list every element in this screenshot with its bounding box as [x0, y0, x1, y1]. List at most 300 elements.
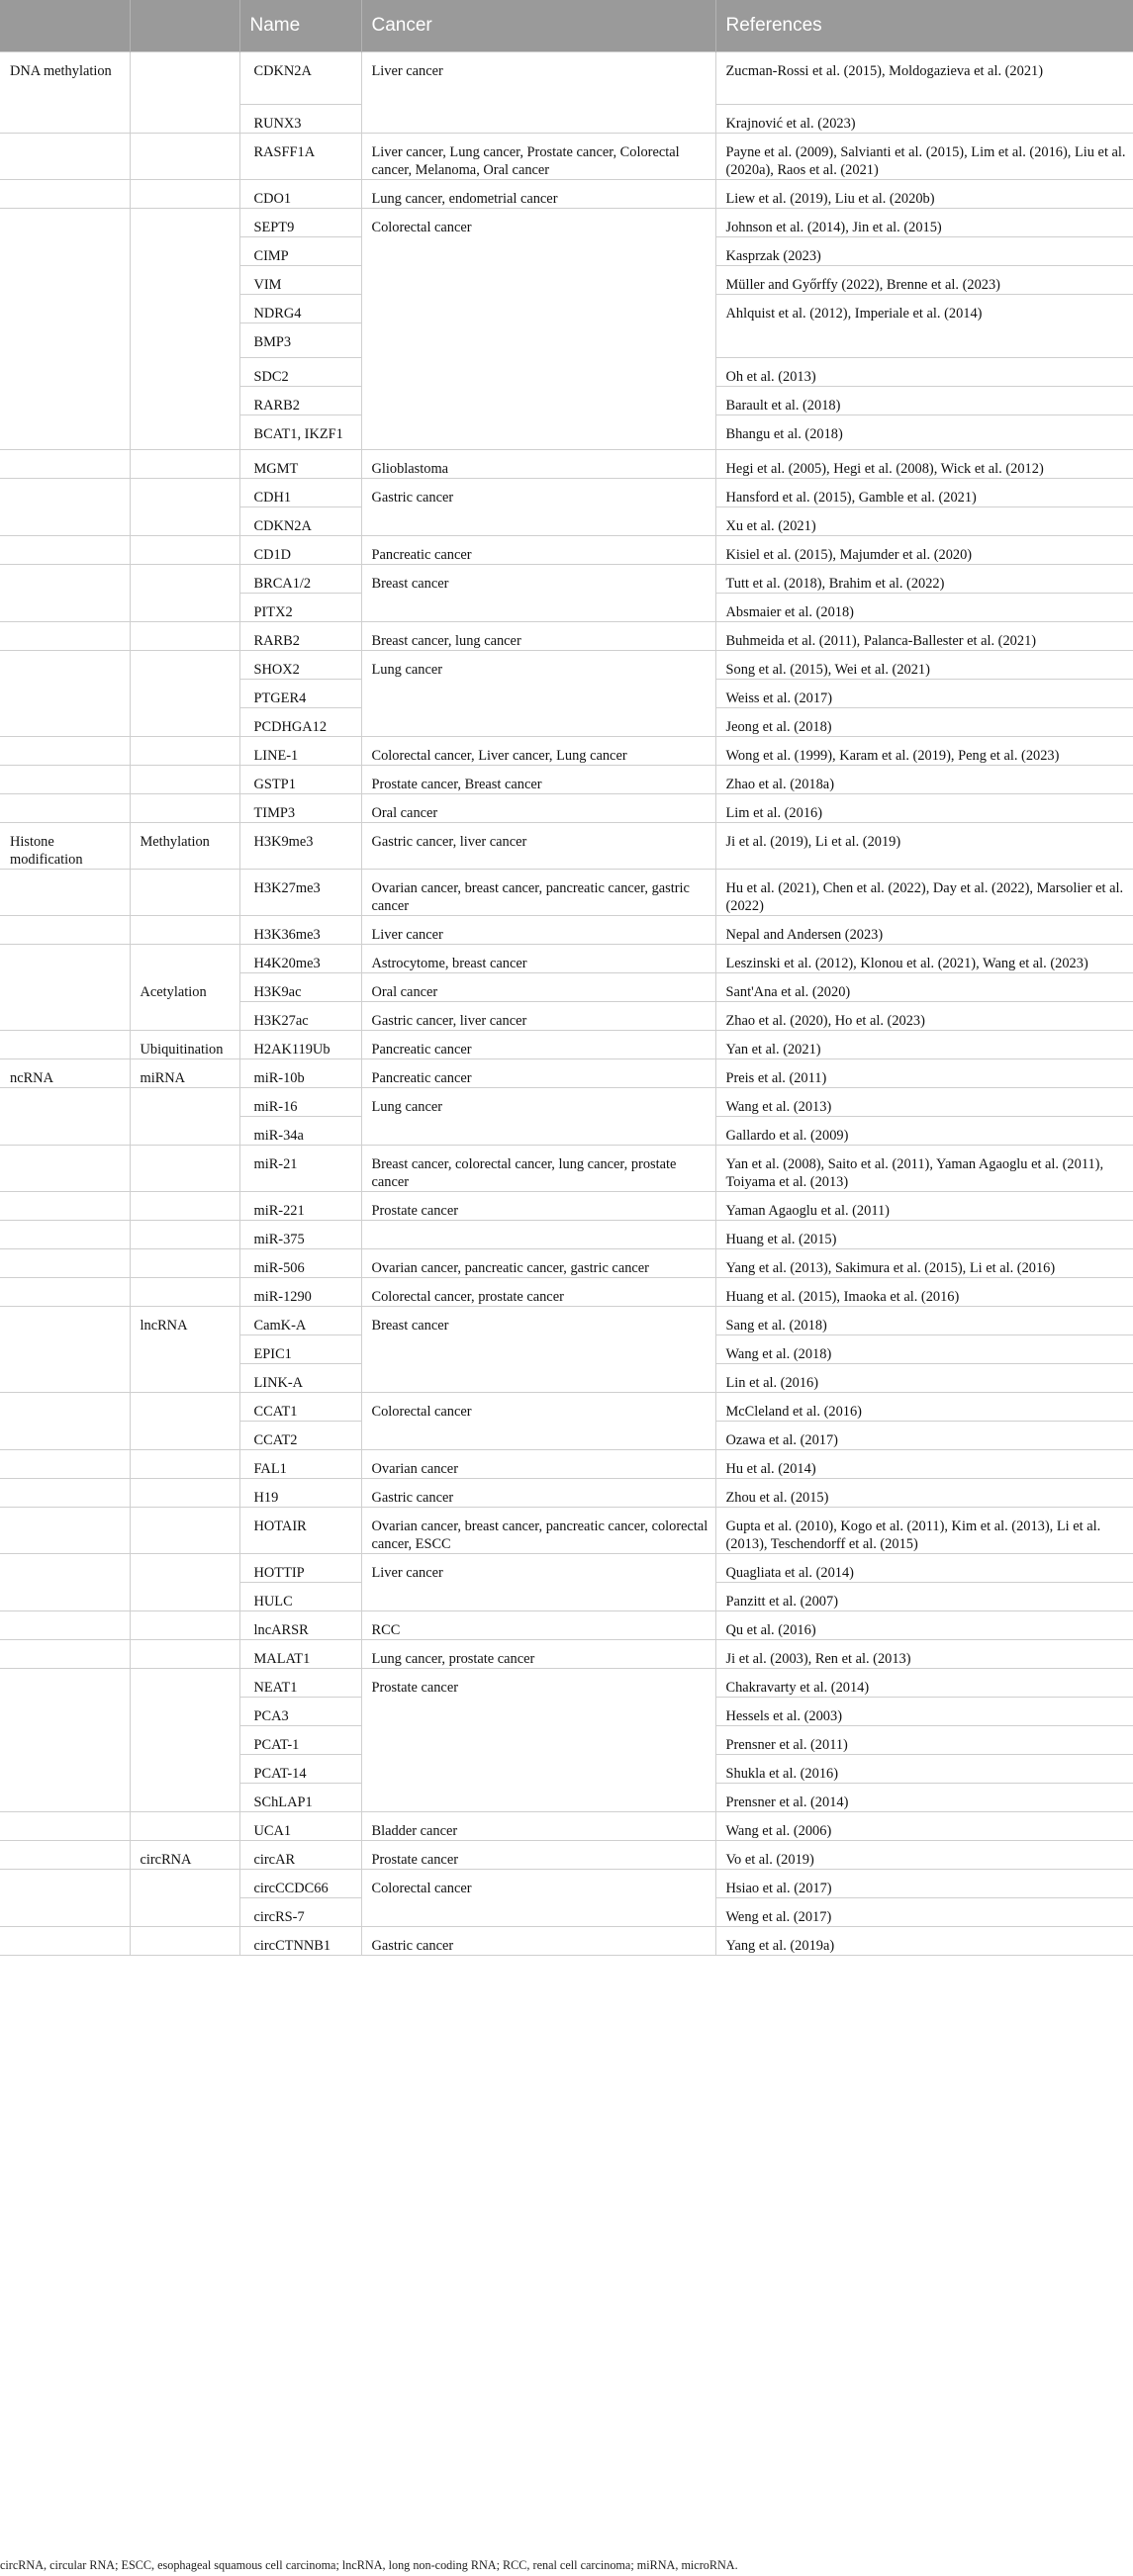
row-references: Zhao et al. (2020), Ho et al. (2023): [715, 1002, 1133, 1031]
row-subtype: [130, 105, 239, 134]
header-row: [0, 0, 1133, 52]
row-cancer: Ovarian cancer: [361, 1450, 715, 1479]
table-row: [0, 1583, 1133, 1611]
row-category: [0, 1755, 130, 1784]
row-category: [0, 565, 130, 594]
row-category: [0, 1364, 130, 1393]
row-references: Weiss et al. (2017): [715, 680, 1133, 708]
row-cancer: Colorectal cancer: [361, 209, 715, 237]
row-cancer: Ovarian cancer, breast cancer, pancreatic cancer, gastric cancer: [361, 870, 715, 916]
row-references: Quagliata et al. (2014): [715, 1554, 1133, 1583]
row-subtype: [130, 766, 239, 794]
table-row: [0, 870, 1133, 916]
row-references: Yang et al. (2013), Sakimura et al. (2015), Li et al. (2016): [715, 1249, 1133, 1278]
row-name: CDO1: [239, 180, 361, 209]
row-references: Hessels et al. (2003): [715, 1698, 1133, 1726]
row-name: FAL1: [239, 1450, 361, 1479]
row-category: [0, 323, 130, 358]
row-references: Shukla et al. (2016): [715, 1755, 1133, 1784]
table-row: [0, 358, 1133, 387]
row-subtype: [130, 450, 239, 479]
row-cancer: [361, 1221, 715, 1249]
row-name: MALAT1: [239, 1640, 361, 1669]
row-name: circCCDC66: [239, 1870, 361, 1898]
row-cancer: [361, 1583, 715, 1611]
row-category: [0, 945, 130, 973]
table-row: [0, 1059, 1133, 1088]
row-name: miR-34a: [239, 1117, 361, 1146]
row-cancer: Breast cancer: [361, 1307, 715, 1335]
row-subtype: [130, 1117, 239, 1146]
row-name: PCAT-1: [239, 1726, 361, 1755]
table-row: [0, 237, 1133, 266]
row-references: Wang et al. (2006): [715, 1812, 1133, 1841]
row-cancer: [361, 507, 715, 536]
row-references: Krajnović et al. (2023): [715, 105, 1133, 134]
row-subtype: [130, 1364, 239, 1393]
row-name: CDH1: [239, 479, 361, 507]
row-subtype: [130, 536, 239, 565]
header-references: References: [715, 0, 1133, 52]
row-cancer: [361, 358, 715, 387]
row-cancer: Bladder cancer: [361, 1812, 715, 1841]
table-row: [0, 536, 1133, 565]
row-name: PCAT-14: [239, 1755, 361, 1784]
row-subtype: [130, 1393, 239, 1422]
row-subtype: [130, 507, 239, 536]
table-row: [0, 594, 1133, 622]
row-name: miR-21: [239, 1146, 361, 1192]
row-name: H4K20me3: [239, 945, 361, 973]
header-category: [0, 0, 130, 52]
table-row: [0, 1479, 1133, 1508]
table-header: [0, 0, 1133, 52]
row-references: Preis et al. (2011): [715, 1059, 1133, 1088]
table-row: [0, 295, 1133, 323]
table-row: [0, 622, 1133, 651]
table-row: [0, 1117, 1133, 1146]
table-row: [0, 973, 1133, 1002]
row-subtype: Ubiquitination: [130, 1031, 239, 1059]
table-row: [0, 134, 1133, 180]
row-category: [0, 1249, 130, 1278]
row-name: BMP3: [239, 323, 361, 358]
row-cancer: Prostate cancer, Breast cancer: [361, 766, 715, 794]
table-footnote: circRNA, circular RNA; ESCC, esophageal squamous cell carcinoma; lncRNA, long non-coding RNA; RCC, renal cell carcinoma; miRNA, microRNA.: [0, 2558, 738, 2572]
row-references: Payne et al. (2009), Salvianti et al. (2015), Lim et al. (2016), Liu et al. (2020a), Raos et al. (2021): [715, 134, 1133, 180]
row-category: [0, 1450, 130, 1479]
row-cancer: Breast cancer, colorectal cancer, lung cancer, prostate cancer: [361, 1146, 715, 1192]
table-row: [0, 1192, 1133, 1221]
row-subtype: [130, 708, 239, 737]
row-references: Tutt et al. (2018), Brahim et al. (2022): [715, 565, 1133, 594]
row-category: [0, 479, 130, 507]
table-row: [0, 1898, 1133, 1927]
row-cancer: [361, 1755, 715, 1784]
row-cancer: [361, 594, 715, 622]
row-name: EPIC1: [239, 1335, 361, 1364]
row-references: Vo et al. (2019): [715, 1841, 1133, 1870]
row-cancer: [361, 266, 715, 295]
row-subtype: [130, 415, 239, 450]
row-references: Lin et al. (2016): [715, 1364, 1133, 1393]
table-row: [0, 507, 1133, 536]
row-cancer: [361, 1364, 715, 1393]
row-references: Chakravarty et al. (2014): [715, 1669, 1133, 1698]
table-row: [0, 1249, 1133, 1278]
row-cancer: Lung cancer, endometrial cancer: [361, 180, 715, 209]
table-row: [0, 180, 1133, 209]
row-references: Weng et al. (2017): [715, 1898, 1133, 1927]
table-row: [0, 1755, 1133, 1784]
row-name: circAR: [239, 1841, 361, 1870]
row-category: [0, 1146, 130, 1192]
row-subtype: [130, 1898, 239, 1927]
row-category: [0, 1307, 130, 1335]
row-references: Absmaier et al. (2018): [715, 594, 1133, 622]
row-references: Ozawa et al. (2017): [715, 1422, 1133, 1450]
table-body: [0, 52, 1133, 1956]
row-cancer: Gastric cancer, liver cancer: [361, 1002, 715, 1031]
row-cancer: Prostate cancer: [361, 1841, 715, 1870]
row-cancer: Gastric cancer: [361, 1927, 715, 1956]
row-cancer: [361, 105, 715, 134]
row-subtype: [130, 870, 239, 916]
table-row: [0, 1393, 1133, 1422]
row-subtype: [130, 594, 239, 622]
row-references: McCleland et al. (2016): [715, 1393, 1133, 1422]
row-subtype: [130, 737, 239, 766]
row-name: RARB2: [239, 387, 361, 415]
row-category: [0, 1508, 130, 1554]
row-references: Liew et al. (2019), Liu et al. (2020b): [715, 180, 1133, 209]
table-row: [0, 450, 1133, 479]
table-row: [0, 1927, 1133, 1956]
row-subtype: [130, 1726, 239, 1755]
table-row: [0, 1554, 1133, 1583]
row-category: [0, 105, 130, 134]
row-name: SChLAP1: [239, 1784, 361, 1812]
row-references: Huang et al. (2015): [715, 1221, 1133, 1249]
row-cancer: Ovarian cancer, pancreatic cancer, gastric cancer: [361, 1249, 715, 1278]
row-cancer: Prostate cancer: [361, 1669, 715, 1698]
row-cancer: Lung cancer: [361, 651, 715, 680]
row-subtype: [130, 1554, 239, 1583]
row-name: LINK-A: [239, 1364, 361, 1393]
row-cancer: Gastric cancer: [361, 479, 715, 507]
row-subtype: [130, 680, 239, 708]
row-subtype: [130, 1088, 239, 1117]
row-subtype: [130, 1927, 239, 1956]
table-row: [0, 766, 1133, 794]
row-references: Hu et al. (2021), Chen et al. (2022), Day et al. (2022), Marsolier et al. (2022): [715, 870, 1133, 916]
row-subtype: [130, 1450, 239, 1479]
row-references: Yang et al. (2019a): [715, 1927, 1133, 1956]
row-references: Qu et al. (2016): [715, 1611, 1133, 1640]
row-cancer: [361, 1335, 715, 1364]
row-name: PCDHGA12: [239, 708, 361, 737]
row-references: Sant'Ana et al. (2020): [715, 973, 1133, 1002]
row-references: Yaman Agaoglu et al. (2011): [715, 1192, 1133, 1221]
row-name: PTGER4: [239, 680, 361, 708]
row-subtype: [130, 916, 239, 945]
row-name: CCAT1: [239, 1393, 361, 1422]
header-subtype: [130, 0, 239, 52]
table-row: [0, 1726, 1133, 1755]
row-category: [0, 916, 130, 945]
row-references: Hansford et al. (2015), Gamble et al. (2021): [715, 479, 1133, 507]
row-subtype: [130, 295, 239, 323]
table-row: [0, 1422, 1133, 1450]
table-row: [0, 1335, 1133, 1364]
row-subtype: [130, 180, 239, 209]
row-subtype: Methylation: [130, 823, 239, 870]
row-references: Xu et al. (2021): [715, 507, 1133, 536]
row-subtype: [130, 1335, 239, 1364]
row-name: PCA3: [239, 1698, 361, 1726]
row-name: CD1D: [239, 536, 361, 565]
row-name: CDKN2A: [239, 507, 361, 536]
row-name: TIMP3: [239, 794, 361, 823]
row-subtype: [130, 266, 239, 295]
row-category: [0, 973, 130, 1002]
row-category: [0, 1669, 130, 1698]
row-category: [0, 622, 130, 651]
row-references: Lim et al. (2016): [715, 794, 1133, 823]
row-references: Sang et al. (2018): [715, 1307, 1133, 1335]
row-category: [0, 134, 130, 180]
row-cancer: Gastric cancer, liver cancer: [361, 823, 715, 870]
row-category: [0, 1278, 130, 1307]
row-references: Hsiao et al. (2017): [715, 1870, 1133, 1898]
row-category: [0, 358, 130, 387]
row-subtype: [130, 52, 239, 105]
row-references: Hegi et al. (2005), Hegi et al. (2008), Wick et al. (2012): [715, 450, 1133, 479]
row-name: LINE-1: [239, 737, 361, 766]
row-references: Ji et al. (2003), Ren et al. (2013): [715, 1640, 1133, 1669]
row-references: Barault et al. (2018): [715, 387, 1133, 415]
row-cancer: [361, 1698, 715, 1726]
row-references: Bhangu et al. (2018): [715, 415, 1133, 450]
row-category: [0, 536, 130, 565]
row-cancer: Pancreatic cancer: [361, 1031, 715, 1059]
row-subtype: [130, 209, 239, 237]
row-category: [0, 1698, 130, 1726]
row-category: [0, 1841, 130, 1870]
row-references: Wang et al. (2013): [715, 1088, 1133, 1117]
row-name: SEPT9: [239, 209, 361, 237]
row-references: Yan et al. (2021): [715, 1031, 1133, 1059]
row-category: [0, 680, 130, 708]
row-cancer: Liver cancer: [361, 1554, 715, 1583]
table-row: [0, 708, 1133, 737]
row-subtype: [130, 1583, 239, 1611]
row-subtype: [130, 1755, 239, 1784]
row-category: [0, 1870, 130, 1898]
row-cancer: Ovarian cancer, breast cancer, pancreatic cancer, colorectal cancer, ESCC: [361, 1508, 715, 1554]
row-subtype: [130, 1479, 239, 1508]
row-references: Panzitt et al. (2007): [715, 1583, 1133, 1611]
row-cancer: Colorectal cancer, prostate cancer: [361, 1278, 715, 1307]
header-name: Name: [239, 0, 361, 52]
row-references: Buhmeida et al. (2011), Palanca-Ballester et al. (2021): [715, 622, 1133, 651]
row-name: H3K27ac: [239, 1002, 361, 1031]
table-row: [0, 1221, 1133, 1249]
table-row: [0, 1698, 1133, 1726]
row-cancer: Lung cancer, prostate cancer: [361, 1640, 715, 1669]
row-name: PITX2: [239, 594, 361, 622]
row-name: H3K36me3: [239, 916, 361, 945]
row-subtype: miRNA: [130, 1059, 239, 1088]
row-subtype: [130, 945, 239, 973]
row-references: [715, 323, 1133, 358]
row-category: [0, 1422, 130, 1450]
table-row: [0, 1278, 1133, 1307]
table-row: [0, 479, 1133, 507]
row-category: [0, 209, 130, 237]
row-references: Hu et al. (2014): [715, 1450, 1133, 1479]
row-subtype: [130, 479, 239, 507]
row-subtype: lncRNA: [130, 1307, 239, 1335]
row-references: Wang et al. (2018): [715, 1335, 1133, 1364]
row-category: [0, 1784, 130, 1812]
row-subtype: [130, 1221, 239, 1249]
row-category: [0, 1554, 130, 1583]
table-row: [0, 387, 1133, 415]
row-cancer: Pancreatic cancer: [361, 1059, 715, 1088]
row-name: RASFF1A: [239, 134, 361, 180]
row-name: CDKN2A: [239, 52, 361, 105]
row-category: [0, 450, 130, 479]
row-references: Johnson et al. (2014), Jin et al. (2015): [715, 209, 1133, 237]
row-name: circRS-7: [239, 1898, 361, 1927]
row-references: Nepal and Andersen (2023): [715, 916, 1133, 945]
row-category: [0, 1812, 130, 1841]
row-name: NEAT1: [239, 1669, 361, 1698]
table-row: [0, 794, 1133, 823]
row-subtype: Acetylation: [130, 973, 239, 1002]
row-category: [0, 1611, 130, 1640]
table-row: [0, 1841, 1133, 1870]
row-subtype: [130, 794, 239, 823]
row-category: [0, 1927, 130, 1956]
row-category: [0, 1726, 130, 1755]
row-category: [0, 1088, 130, 1117]
row-subtype: [130, 1640, 239, 1669]
row-cancer: [361, 323, 715, 358]
header-cancer: Cancer: [361, 0, 715, 52]
table-row: [0, 1611, 1133, 1640]
row-cancer: Prostate cancer: [361, 1192, 715, 1221]
row-name: VIM: [239, 266, 361, 295]
row-cancer: Liver cancer: [361, 916, 715, 945]
row-category: [0, 1583, 130, 1611]
row-references: Jeong et al. (2018): [715, 708, 1133, 737]
row-name: H2AK119Ub: [239, 1031, 361, 1059]
row-category: [0, 1479, 130, 1508]
row-subtype: [130, 1812, 239, 1841]
row-cancer: Colorectal cancer: [361, 1870, 715, 1898]
row-name: H19: [239, 1479, 361, 1508]
row-references: Yan et al. (2008), Saito et al. (2011), Yaman Agaoglu et al. (2011), Toiyama et al. (2013): [715, 1146, 1133, 1192]
row-cancer: Breast cancer: [361, 565, 715, 594]
row-subtype: [130, 622, 239, 651]
row-name: GSTP1: [239, 766, 361, 794]
table-row: [0, 105, 1133, 134]
row-subtype: [130, 237, 239, 266]
table-row: [0, 737, 1133, 766]
row-references: Huang et al. (2015), Imaoka et al. (2016): [715, 1278, 1133, 1307]
row-name: H3K9me3: [239, 823, 361, 870]
row-cancer: [361, 295, 715, 323]
table-row: [0, 1870, 1133, 1898]
row-category: [0, 266, 130, 295]
row-name: HOTTIP: [239, 1554, 361, 1583]
row-subtype: [130, 1422, 239, 1450]
row-category: [0, 651, 130, 680]
row-subtype: [130, 1508, 239, 1554]
row-subtype: [130, 1002, 239, 1031]
row-category: [0, 1221, 130, 1249]
row-category: [0, 415, 130, 450]
row-category: [0, 1393, 130, 1422]
table-row: [0, 1146, 1133, 1192]
row-category: [0, 1898, 130, 1927]
table-row: [0, 1364, 1133, 1393]
table-row: [0, 415, 1133, 450]
row-references: Zucman-Rossi et al. (2015), Moldogazieva et al. (2021): [715, 52, 1133, 105]
row-category: [0, 1002, 130, 1031]
row-category: [0, 708, 130, 737]
row-references: Zhou et al. (2015): [715, 1479, 1133, 1508]
row-subtype: [130, 1870, 239, 1898]
row-references: Müller and Győrffy (2022), Brenne et al. (2023): [715, 266, 1133, 295]
row-subtype: [130, 1146, 239, 1192]
row-category: [0, 870, 130, 916]
table-row: [0, 1784, 1133, 1812]
row-references: Gupta et al. (2010), Kogo et al. (2011), Kim et al. (2013), Li et al. (2013), Teschendorff et al. (2015): [715, 1508, 1133, 1554]
row-cancer: [361, 237, 715, 266]
row-subtype: [130, 1192, 239, 1221]
table-row: [0, 1640, 1133, 1669]
row-name: MGMT: [239, 450, 361, 479]
row-cancer: [361, 1117, 715, 1146]
table-row: [0, 823, 1133, 870]
row-cancer: Astrocytome, breast cancer: [361, 945, 715, 973]
row-cancer: Glioblastoma: [361, 450, 715, 479]
row-subtype: [130, 1611, 239, 1640]
table-row: [0, 266, 1133, 295]
row-subtype: [130, 1698, 239, 1726]
table-row: [0, 1088, 1133, 1117]
row-subtype: [130, 134, 239, 180]
row-category: [0, 237, 130, 266]
table-row: [0, 1450, 1133, 1479]
row-name: lncARSR: [239, 1611, 361, 1640]
row-name: CIMP: [239, 237, 361, 266]
row-subtype: circRNA: [130, 1841, 239, 1870]
row-name: RUNX3: [239, 105, 361, 134]
row-cancer: RCC: [361, 1611, 715, 1640]
row-name: CCAT2: [239, 1422, 361, 1450]
table-row: [0, 1307, 1133, 1335]
table-row: [0, 945, 1133, 973]
row-name: SHOX2: [239, 651, 361, 680]
row-cancer: Oral cancer: [361, 973, 715, 1002]
row-subtype: [130, 1669, 239, 1698]
row-name: miR-16: [239, 1088, 361, 1117]
row-category: [0, 507, 130, 536]
